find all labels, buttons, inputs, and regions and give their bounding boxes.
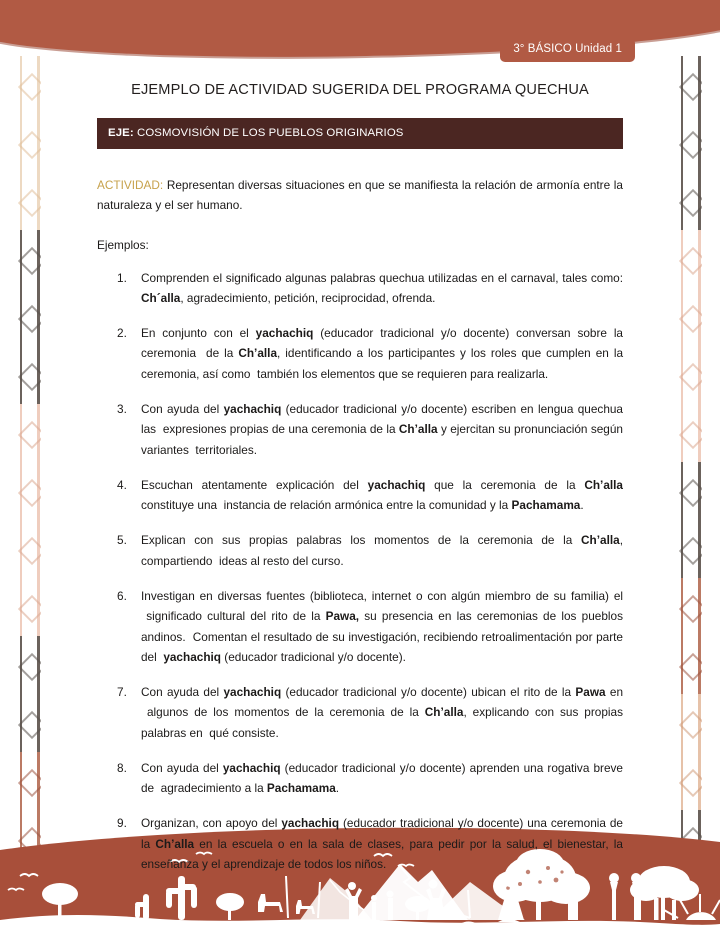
examples-heading: Ejemplos:: [97, 237, 149, 252]
textile-motif: [18, 578, 41, 636]
list-item: Comprenden el significado algunas palabras quechua utilizadas en el carnaval, tales como: Ch´alla, agradecimiento, petición, reciprocidad, ofrenda.: [141, 270, 623, 305]
textile-motif: [679, 56, 702, 114]
examples-list: [97, 268, 623, 875]
textile-motif: [679, 404, 702, 462]
eje-bar: [97, 118, 623, 149]
textile-motif: [18, 114, 41, 172]
textile-motif: [679, 114, 702, 172]
textile-motif: [18, 520, 41, 578]
textile-motif: [18, 694, 41, 752]
textile-motif: [679, 346, 702, 404]
list-item: Organizan, con apoyo del yachachiq (educador tradicional y/o docente) una ceremonia de la Ch’alla en la escuela o en la sala de clases, para pedir por la salud, el bienestar, la enseñanza y el aprendizaje de todos los niños.: [141, 816, 623, 872]
textile-motif: [679, 288, 702, 346]
textile-motif: [679, 752, 702, 810]
textile-motif: [679, 694, 702, 752]
textile-motif: [18, 346, 41, 404]
textile-motif: [679, 462, 702, 520]
list-item: En conjunto con el yachachiq (educador tradicional y/o docente) conversan sobre la ceremonia de la Ch’alla, identificando a los participantes y los roles que cumplen en la ceremonia, así como también los elementos que se requieren para realizarla.: [141, 326, 623, 381]
right-border-ornament: [679, 56, 702, 868]
document-content: [97, 82, 623, 889]
left-border-ornament: [18, 56, 41, 868]
textile-motif: [18, 404, 41, 462]
textile-motif: [679, 172, 702, 230]
list-item: Con ayuda del yachachiq (educador tradicional y/o docente) escriben en lengua quechua las expresiones propias de una ceremonia de la Ch’alla y ejercitan su pronunciación según variantes territoriales.: [141, 401, 623, 457]
textile-motif: [18, 172, 41, 230]
activity-text: Representan diversas situaciones en que se manifiesta la relación de armonía entre la naturaleza y el ser humano.: [97, 178, 623, 213]
eje-value: COSMOVISIÓN DE LOS PUEBLOS ORIGINARIOS: [137, 127, 404, 139]
textile-motif: [18, 462, 41, 520]
textile-motif: [18, 56, 41, 114]
list-item: Escuchan atentamente explicación del yachachiq que la ceremonia de la Ch’alla constituye una instancia de relación armónica entre la comunidad y la Pachamama.: [141, 477, 623, 513]
list-item: Explican con sus propias palabras los momentos de la ceremonia de la Ch’alla, compartiendo ideas al resto del curso.: [141, 533, 623, 568]
list-item: Investigan en diversas fuentes (biblioteca, internet o con algún miembro de su familia) el significado cultural del rito de la Pawa, su presencia en las ceremonias de los pueblos andinos. Comentan el resultado de su investigación, recibiendo retroalimentación por parte del yachachiq (educador tradicional y/o docente).: [141, 588, 623, 664]
textile-motif: [679, 578, 702, 636]
textile-motif: [18, 752, 41, 810]
unit-badge: 3° BÁSICO Unidad 1: [500, 38, 635, 62]
eje-label: EJE:: [108, 127, 134, 139]
page-title: EJEMPLO DE ACTIVIDAD SUGERIDA DEL PROGRAMA QUECHUA: [131, 82, 589, 98]
textile-motif: [679, 230, 702, 288]
textile-motif: [679, 636, 702, 694]
activity-label: ACTIVIDAD:: [97, 178, 164, 192]
list-item: Con ayuda del yachachiq (educador tradicional y/o docente) ubican el rito de la Pawa en algunos de los momentos de la ceremonia de la Ch’alla, explicando con sus propias palabras en qué consiste.: [141, 685, 624, 740]
textile-motif: [18, 230, 41, 288]
textile-motif: [18, 636, 41, 694]
activity-paragraph: [97, 175, 623, 216]
list-item: Con ayuda del yachachiq (educador tradicional y/o docente) aprenden una rogativa breve de agradecimiento a la Pachamama.: [141, 760, 623, 796]
textile-motif: [679, 520, 702, 578]
textile-motif: [18, 288, 41, 346]
